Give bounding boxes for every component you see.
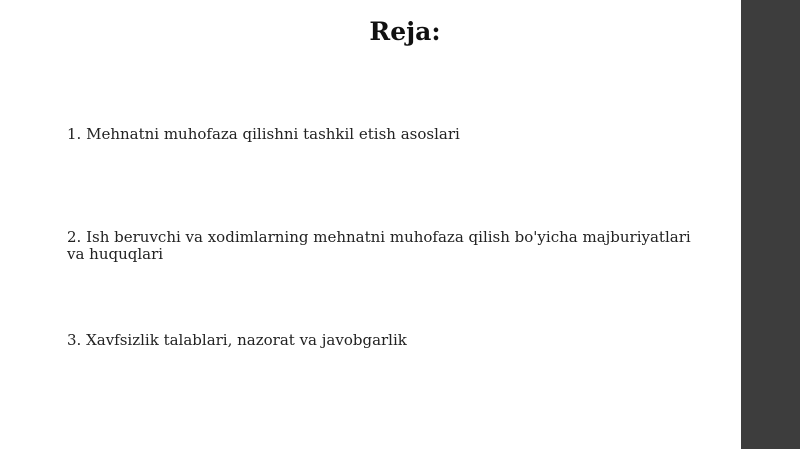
plan-item-1: 1. Mehnatni muhofaza qilishni tashkil etish asoslari: [67, 125, 460, 143]
plan-item-3: 3. Xavfsizlik talablari, nazorat va javobgarlik: [67, 331, 407, 349]
plan-item-2: 2. Ish beruvchi va xodimlarning mehnatni muhofaza qilish bo'yicha majburiyatlari va huquqlari: [67, 228, 691, 263]
side-panel: [741, 0, 800, 449]
slide-title: Reja:: [369, 17, 441, 46]
